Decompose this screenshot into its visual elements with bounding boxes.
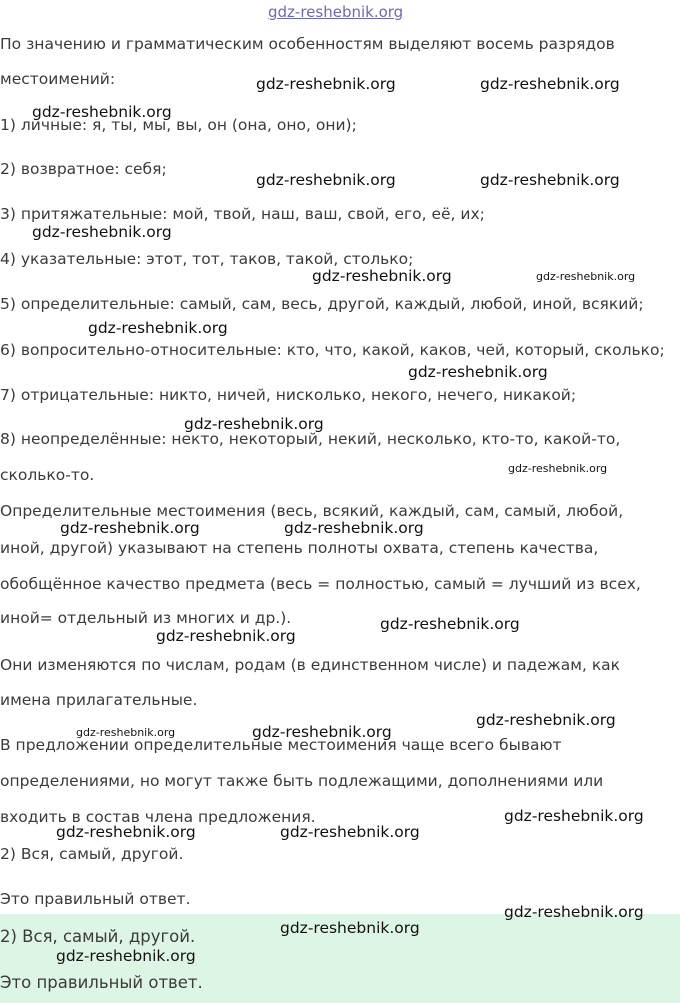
text-line: 5) определительные: самый, сам, весь, другой, каждый, любой, иной, всякий;: [0, 295, 644, 313]
watermark: gdz-reshebnik.org: [60, 519, 200, 537]
text-line: 2) Вся, самый, другой.: [0, 845, 184, 863]
text-line: 1) личные: я, ты, мы, вы, он (она, оно, они);: [0, 116, 357, 134]
watermark: gdz-reshebnik.org: [536, 270, 636, 283]
text-line: 3) притяжательные: мой, твой, наш, ваш, свой, его, её, их;: [0, 205, 485, 223]
watermark: gdz-reshebnik.org: [76, 726, 176, 739]
text-line: иной= отдельный из многих и др.).: [0, 609, 292, 627]
watermark: gdz-reshebnik.org: [280, 919, 420, 937]
watermark: gdz-reshebnik.org: [184, 415, 324, 433]
watermark: gdz-reshebnik.org: [312, 267, 452, 285]
text-line: 8) неопределённые: некто, некоторый, некий, несколько, кто-то, какой-то,: [0, 430, 621, 448]
watermark: gdz-reshebnik.org: [32, 223, 172, 241]
watermark: gdz-reshebnik.org: [56, 823, 196, 841]
watermark: gdz-reshebnik.org: [256, 75, 396, 93]
text-line: Определительные местоимения (весь, всякий, каждый, сам, самый, любой,: [0, 502, 624, 520]
watermark: gdz-reshebnik.org: [408, 363, 548, 381]
text-line: иной, другой) указывают на степень полноты охвата, степень качества,: [0, 539, 599, 557]
watermark: gdz-reshebnik.org: [480, 171, 620, 189]
watermark: gdz-reshebnik.org: [504, 807, 644, 825]
text-line: входить в состав члена предложения.: [0, 808, 316, 826]
watermark: gdz-reshebnik.org: [252, 723, 392, 741]
answer-choice: 2) Вся, самый, другой.: [0, 927, 196, 946]
answer-verdict: Это правильный ответ.: [0, 973, 203, 992]
text-line: В предложении определительные местоимения чаще всего бывают: [0, 736, 562, 754]
watermark: gdz-reshebnik.org: [88, 319, 228, 337]
watermark: gdz-reshebnik.org: [480, 75, 620, 93]
text-line: обобщённое качество предмета (весь = полностью, самый = лучший из всех,: [0, 575, 641, 593]
watermark: gdz-reshebnik.org: [284, 519, 424, 537]
header-watermark[interactable]: gdz-reshebnik.org: [268, 3, 404, 21]
text-line: местоимений:: [0, 70, 116, 88]
text-line: 7) отрицательные: никто, ничей, нисколько, некого, нечего, никакой;: [0, 386, 577, 404]
text-line: 4) указательные: этот, тот, таков, такой, столько;: [0, 250, 414, 268]
watermark: gdz-reshebnik.org: [280, 823, 420, 841]
text-line: По значению и грамматическим особенностям выделяют восемь разрядов: [0, 35, 615, 53]
watermark: gdz-reshebnik.org: [476, 711, 616, 729]
watermark: gdz-reshebnik.org: [156, 627, 296, 645]
watermark: gdz-reshebnik.org: [32, 103, 172, 121]
watermark: gdz-reshebnik.org: [504, 903, 644, 921]
watermark: gdz-reshebnik.org: [380, 615, 520, 633]
text-line: имена прилагательные.: [0, 691, 198, 709]
text-line: 2) возвратное: себя;: [0, 160, 167, 178]
text-line: Они изменяются по числам, родам (в единственном числе) и падежам, как: [0, 656, 621, 674]
text-line: определениями, но могут также быть подлежащими, дополнениями или: [0, 772, 604, 790]
watermark: gdz-reshebnik.org: [508, 462, 608, 475]
text-line: 6) вопросительно-относительные: кто, что, какой, каков, чей, который, сколько;: [0, 341, 665, 359]
text-line: Это правильный ответ.: [0, 890, 191, 908]
watermark: gdz-reshebnik.org: [56, 947, 196, 965]
watermark: gdz-reshebnik.org: [256, 171, 396, 189]
text-line: сколько-то.: [0, 466, 95, 484]
